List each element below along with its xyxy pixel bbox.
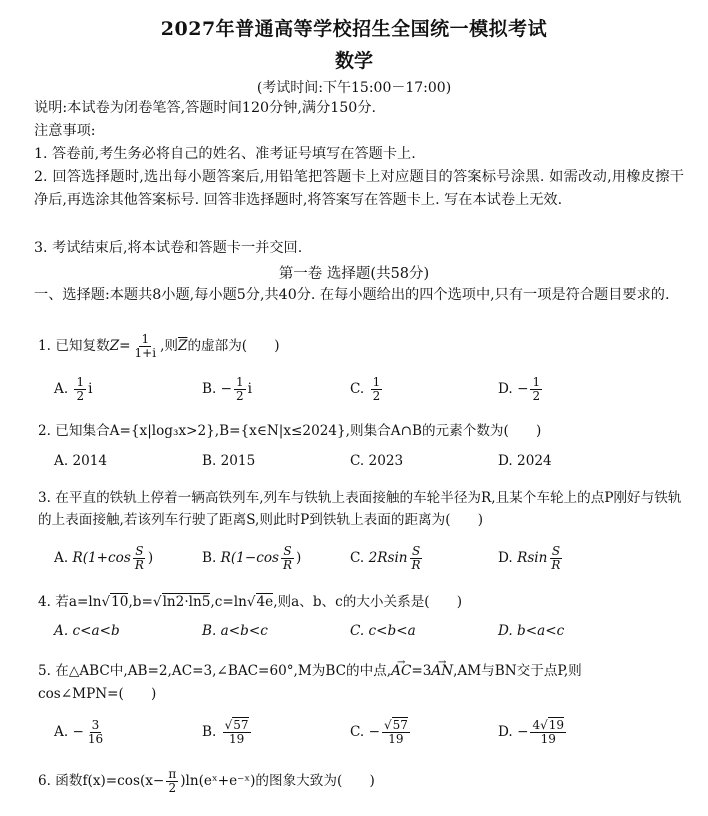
option-c[interactable]: C. c<b<a: [350, 623, 416, 639]
option-b[interactable]: B. $\frac{√57}{19}$: [202, 717, 249, 746]
exam-time: (考试时间:下午15:00－17:00): [256, 80, 452, 96]
notice-item-3: 3. 考试结束后,将本试卷和答题卡一并交回.: [34, 240, 303, 256]
option-b[interactable]: B. R(1−cos $\frac{S}{R}$ ): [202, 543, 302, 572]
exam-subject: 数学: [334, 50, 373, 72]
option-c[interactable]: C. 2023: [350, 453, 404, 469]
notice-item-2: 2. 回答选择题时,选出每小题答案后,用铅笔把答题卡上对应题目的答案标号涂黑. 如需改动,用橡皮擦干净后,再选涂其他答案标号. 回答非选择题时,将答案写在答题卡上. 写在本试卷上无效.: [34, 169, 684, 208]
section-title: 第一卷 选择题(共58分): [278, 266, 430, 282]
option-c[interactable]: C. − $\frac{√57}{19}$: [350, 717, 408, 746]
question-1-options: [54, 372, 694, 406]
question-5-line-2: cos∠MPN=( ): [38, 686, 157, 702]
question-5: 5. 在△ABC中,AB=2,AC=3,∠BAC=60°,M为BC的中点,AC →=3AN →,AM与BN交于点P,则: [38, 660, 682, 682]
option-d[interactable]: D. Rsin $\frac{S}{R}$: [498, 543, 561, 572]
exam-note: 说明:本试卷为闭卷笔答,答题时间120分钟,满分150分.: [34, 100, 377, 116]
option-a[interactable]: A. − $\frac{3}{16}$: [54, 717, 104, 746]
option-d[interactable]: D. − $\frac{1}{2}$: [498, 374, 541, 403]
option-a[interactable]: A. 2014: [54, 453, 108, 469]
question-4: 4. 若a=ln√10,b=√ln2·ln5,c=ln√4e,则a、b、c的大小关系是( ): [38, 594, 463, 610]
option-d[interactable]: D. b<a<c: [498, 623, 565, 639]
option-a[interactable]: A. $\frac{1}{2}$ i: [54, 374, 93, 403]
option-a[interactable]: A. c<a<b: [54, 623, 120, 639]
option-d[interactable]: D. 2024: [498, 453, 552, 469]
question-4-options: [54, 614, 694, 648]
notice-item-1: 1. 答卷前,考生务必将自己的姓名、准考证号填写在答题卡上.: [34, 146, 416, 162]
question-1: 1. 已知复数Z= $\frac{1}{1+i}$ ,则$\overline{Z}$的虚部为( ): [38, 332, 280, 360]
question-6: 6. 函数f(x)=cos(x− $\frac{\pi}{2}$ )ln(eˣ+e⁻ˣ)的图象大致为( ): [38, 767, 375, 795]
question-5-options: [54, 715, 694, 749]
option-b[interactable]: B. 2015: [202, 453, 256, 469]
exam-title: 2027年普通高等学校招生全国统一模拟考试: [160, 18, 548, 40]
option-b[interactable]: B. − $\frac{1}{2}$ i: [202, 374, 253, 403]
fraction: $\frac{1}{1+i}$: [134, 332, 157, 360]
section-intro: 一、选择题:本题共8小题,每小题5分,共40分. 在每小题给出的四个选项中,只有一项是符合题目要求的.: [34, 287, 670, 303]
notice-heading: 注意事项:: [34, 123, 96, 139]
question-3-options: [54, 541, 694, 575]
question-2-options: [54, 444, 694, 478]
option-c[interactable]: C. 2Rsin $\frac{S}{R}$: [350, 543, 421, 572]
option-a[interactable]: A. R(1+cos $\frac{S}{R}$ ): [54, 543, 154, 572]
option-d[interactable]: D. − $\frac{4√19}{19}$: [498, 717, 565, 746]
question-3: 3. 在平直的铁轨上停着一辆高铁列车,列车与铁轨上表面接触的车轮半径为R,且某个车轮上的点P刚好与铁轨的上表面接触,若该列车行驶了距离S,则此时P到铁轨上表面的距离为( ): [38, 490, 682, 528]
question-2: 2. 已知集合A={x|log₃x>2},B={x∈N|x≤2024},则集合A∩B的元素个数为( ): [38, 423, 542, 439]
option-c[interactable]: C. $\frac{1}{2}$: [350, 374, 381, 403]
option-b[interactable]: B. a<b<c: [202, 623, 268, 639]
